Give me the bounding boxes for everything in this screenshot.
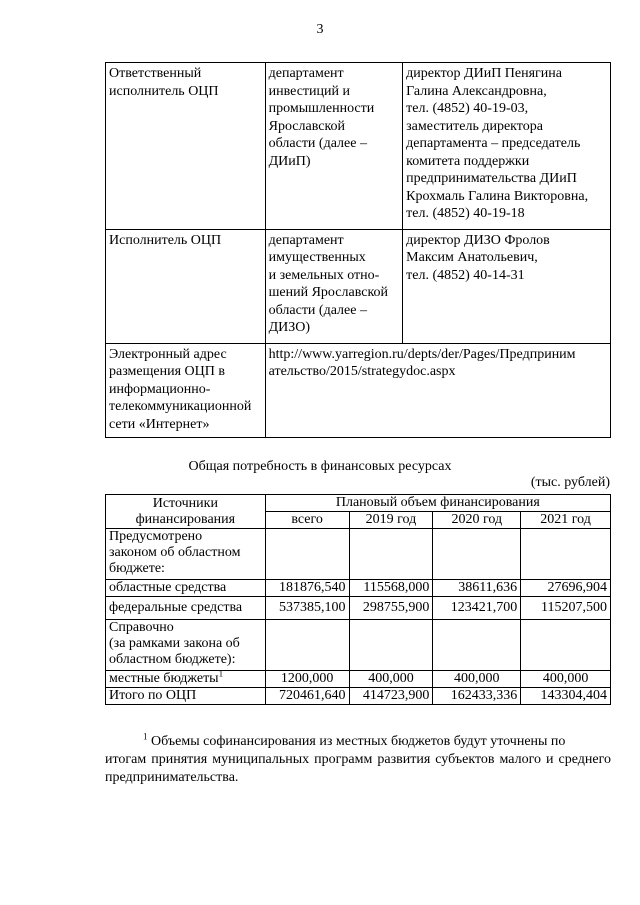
- value-cell: 720461,640: [265, 688, 349, 705]
- footnote-rest: итогам принятия муниципальных программ развития субъектов малого и среднего предпринимательства.: [105, 752, 611, 785]
- label-cell: Электронный адрес размещения ОЦП в информационно- телекоммуникационной сети «Интернет»: [106, 343, 266, 438]
- value-cell: 115568,000: [349, 580, 433, 597]
- section-row: [106, 620, 611, 671]
- finance-unit: (тыс. рублей): [530, 475, 610, 490]
- value-cell: 115207,500: [521, 597, 611, 620]
- finance-table: [105, 494, 611, 705]
- value-cell: 400,000: [433, 671, 521, 688]
- value-cell: 27696,904: [521, 580, 611, 597]
- table-row: [106, 580, 611, 597]
- section-label: Справочно (за рамками закона об областном бюджете):: [106, 620, 266, 671]
- value-cell: 181876,540: [265, 580, 349, 597]
- row-label: Итого по ОЦП: [106, 688, 266, 705]
- contacts-cell: директор ДИЗО Фролов Максим Анатольевич, тел. (4852) 40-14-31: [403, 229, 611, 343]
- value-cell: 162433,336: [433, 688, 521, 705]
- table-row: [106, 229, 611, 343]
- department-cell: департамент имущественных и земельных отно- шений Ярославской области (далее – ДИЗО): [265, 229, 403, 343]
- value-cell: 400,000: [349, 671, 433, 688]
- url-link[interactable]: ательство/2015/strategydoc.aspx: [268, 364, 456, 379]
- value-cell: 298755,900: [349, 597, 433, 620]
- value-cell: 537385,100: [265, 597, 349, 620]
- value-cell: 143304,404: [521, 688, 611, 705]
- department-cell: департамент инвестиций и промышленности Ярославской области (далее – ДИиП): [265, 63, 403, 230]
- contacts-cell: директор ДИиП Пенягина Галина Александровна, тел. (4852) 40-19-03, заместитель директора департамента – председатель комитета поддержки предпринимательства ДИиП Крохмаль Галина Викторовна, тел. (4852) 40-19-18: [403, 63, 611, 230]
- url-cell[interactable]: [265, 343, 610, 438]
- column-header: 2021 год: [521, 512, 611, 529]
- table-row: [106, 671, 611, 688]
- page-number: 3: [316, 22, 324, 37]
- value-cell: 38611,636: [433, 580, 521, 597]
- header-plan: Плановый объем финансирования: [265, 495, 610, 512]
- label-cell: Исполнитель ОЦП: [106, 229, 266, 343]
- url-link[interactable]: http://www.yarregion.ru/depts/der/Pages/Предприним: [268, 346, 576, 362]
- row-label: федеральные средства: [106, 597, 266, 620]
- table-row: [106, 597, 611, 620]
- value-cell: 414723,900: [349, 688, 433, 705]
- footnote-first-line: $^1$ Объемы софинансирования из местных бюджетов будут уточнены по: [143, 731, 566, 749]
- footnote: [105, 733, 611, 787]
- table-header-row: [106, 495, 611, 512]
- finance-title: Общая потребность в финансовых ресурсах: [188, 459, 452, 474]
- header-source: Источники финансирования: [106, 495, 266, 529]
- column-header: 2020 год: [433, 512, 521, 529]
- footnote-marker: 1: [218, 668, 224, 679]
- value-cell: 123421,700: [433, 597, 521, 620]
- footnote-marker: 1: [143, 731, 148, 742]
- label-cell: Ответственный исполнитель ОЦП: [106, 63, 266, 230]
- table-row: [106, 63, 611, 230]
- row-label: областные средства: [106, 580, 266, 597]
- value-cell: 400,000: [521, 671, 611, 688]
- column-header: 2019 год: [349, 512, 433, 529]
- column-header: всего: [265, 512, 349, 529]
- table-row: [106, 343, 611, 438]
- row-label: местные бюджеты$^1$: [106, 671, 266, 688]
- total-row: [106, 688, 611, 705]
- info-table: [105, 62, 611, 438]
- section-label: Предусмотрено законом об областном бюджете:: [106, 529, 266, 580]
- value-cell: 1200,000: [265, 671, 349, 688]
- section-row: [106, 529, 611, 580]
